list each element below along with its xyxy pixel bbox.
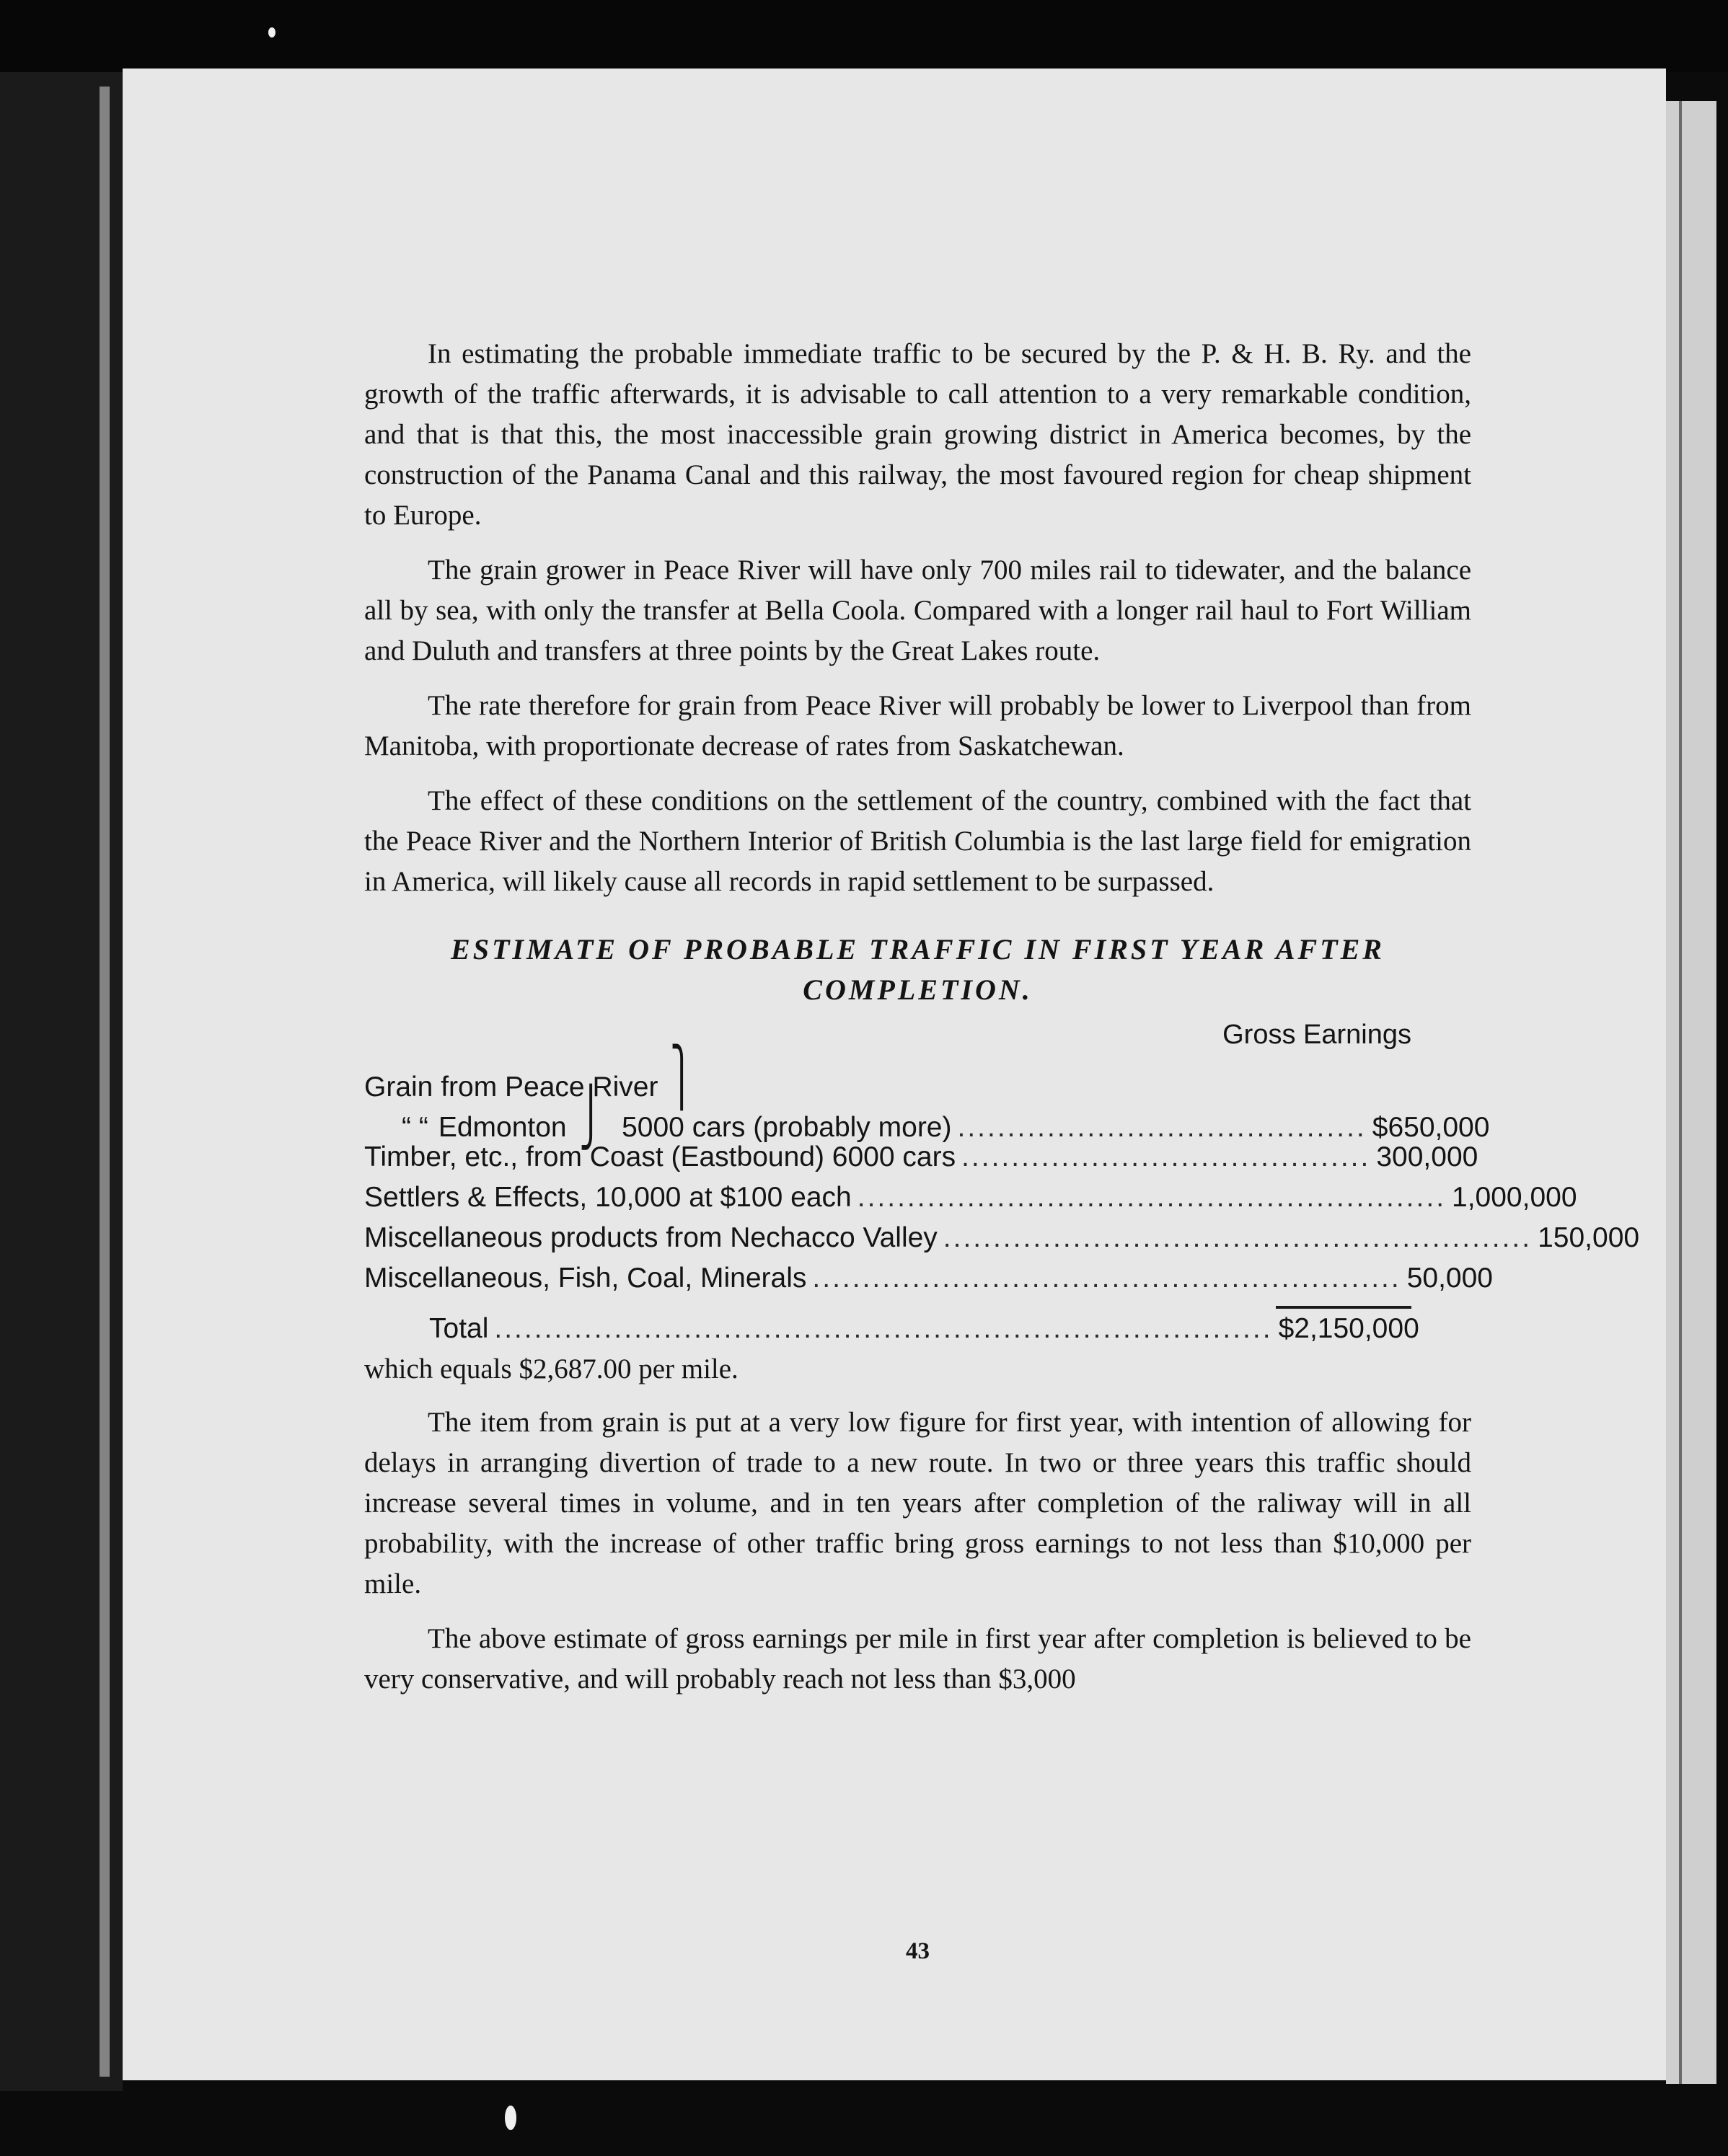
paragraph-rate: The rate therefore for grain from Peace River will probably be lower to Liverpool than from Manitoba, with proportionate decrease of rates from Saskatchewan.: [364, 690, 1471, 761]
paragraph-settlement: The effect of these conditions on the settlement of the country, combined with the fact that the Peace River and the Northern Interior of British Columbia is the last large field for emigration in America, will likely cause all records in rapid settlement to be surpassed.: [364, 785, 1471, 897]
leader-dots: ..............................................................................: [494, 1313, 1273, 1344]
leader-dots: ...........................................................: [943, 1222, 1533, 1253]
scan-speck: [505, 2106, 516, 2130]
total-row: [364, 1309, 1419, 1349]
leader-dots: ...........................................................: [812, 1263, 1401, 1294]
row-amount: 300,000: [1376, 1141, 1478, 1172]
grain-amount: 650,000: [1388, 1112, 1490, 1143]
grain-detail: 5000 cars (probably more): [622, 1112, 952, 1143]
table-row: [364, 1258, 1493, 1299]
paragraph-traffic: In estimating the probable immediate traffic to be secured by the P. & H. B. Ry. and the growth of the traffic afterwards, it is advisable to call attention to a very remarkable condition, and that is that this, the most inaccessible grain growing district in America becomes, by the construction of the Panama Canal and this railway, the most favoured region for cheap shipment to Europe.: [364, 338, 1471, 531]
earnings-table: [364, 1015, 1640, 1349]
row-amount: 150,000: [1538, 1222, 1640, 1253]
paragraph-grain-grower: The grain grower in Peace River will have only 700 miles rail to tidewater, and the balance all by sea, with only the transfer at Bella Coola. Compared with a longer rail haul to Fort William and Duluth and transfers at three points by the Great Lakes route.: [364, 555, 1471, 666]
total-label: Total: [429, 1313, 489, 1344]
leader-dots: .........................................: [957, 1112, 1367, 1143]
row-label: Miscellaneous products from Nechacco Valley: [364, 1222, 938, 1253]
per-mile-note: which equals $2,687.00 per mile.: [364, 1353, 739, 1384]
table-row: [364, 1178, 1577, 1218]
binding-edge: [100, 87, 110, 2077]
row-amount: 50,000: [1406, 1263, 1493, 1294]
estimate-heading: ESTIMATE OF PROBABLE TRAFFIC IN FIRST YEAR AFTER COMPLETION.: [451, 933, 1385, 1006]
grain-row-peace: [364, 1045, 1411, 1108]
table-row: [364, 1137, 1478, 1178]
book-page: [123, 69, 1666, 2080]
scan-border-top: [0, 0, 1728, 72]
brace-top: ⎫: [670, 1045, 694, 1108]
paragraph-grain-figure: The item from grain is put at a very low figure for first year, with intention of allowing for delays in arranging divertion of trade to a new route. In two or three years this traffic should increase several times in volume, and in ten years after completion of the raliway will in all probability, with the increase of other traffic bring gross earnings to not less than $10,000 per mile.: [364, 1407, 1471, 1599]
ditto-marks: “ “: [402, 1112, 428, 1143]
currency-sign: $: [1372, 1112, 1388, 1143]
page-content: [364, 334, 1640, 1964]
row-label: Miscellaneous, Fish, Coal, Minerals: [364, 1263, 807, 1294]
scan-speck: [268, 27, 275, 37]
page-stack-edge: [1666, 101, 1716, 2084]
leader-dots: ...........................................................: [857, 1182, 1447, 1213]
page-number: 43: [906, 1938, 930, 1964]
leader-dots: .........................................: [961, 1141, 1371, 1172]
row-label: Settlers & Effects, 10,000 at $100 each: [364, 1182, 852, 1213]
row-amount: 1,000,000: [1452, 1182, 1577, 1213]
table-row: [364, 1218, 1640, 1258]
total-amount: $2,150,000: [1278, 1313, 1419, 1344]
paragraph-conservative: The above estimate of gross earnings per mile in first year after completion is believed to be very conservative, and will probably reach not less than $3,000: [364, 1623, 1471, 1695]
grain-label-peace: Grain from Peace River: [364, 1072, 658, 1103]
grain-label-edmonton: Edmonton: [438, 1112, 567, 1143]
row-label: Timber, etc., from Coast (Eastbound) 6000 cars: [364, 1141, 956, 1172]
gross-earnings-header: Gross Earnings: [1222, 1020, 1411, 1050]
brace-bottom: ⎭: [578, 1085, 602, 1149]
